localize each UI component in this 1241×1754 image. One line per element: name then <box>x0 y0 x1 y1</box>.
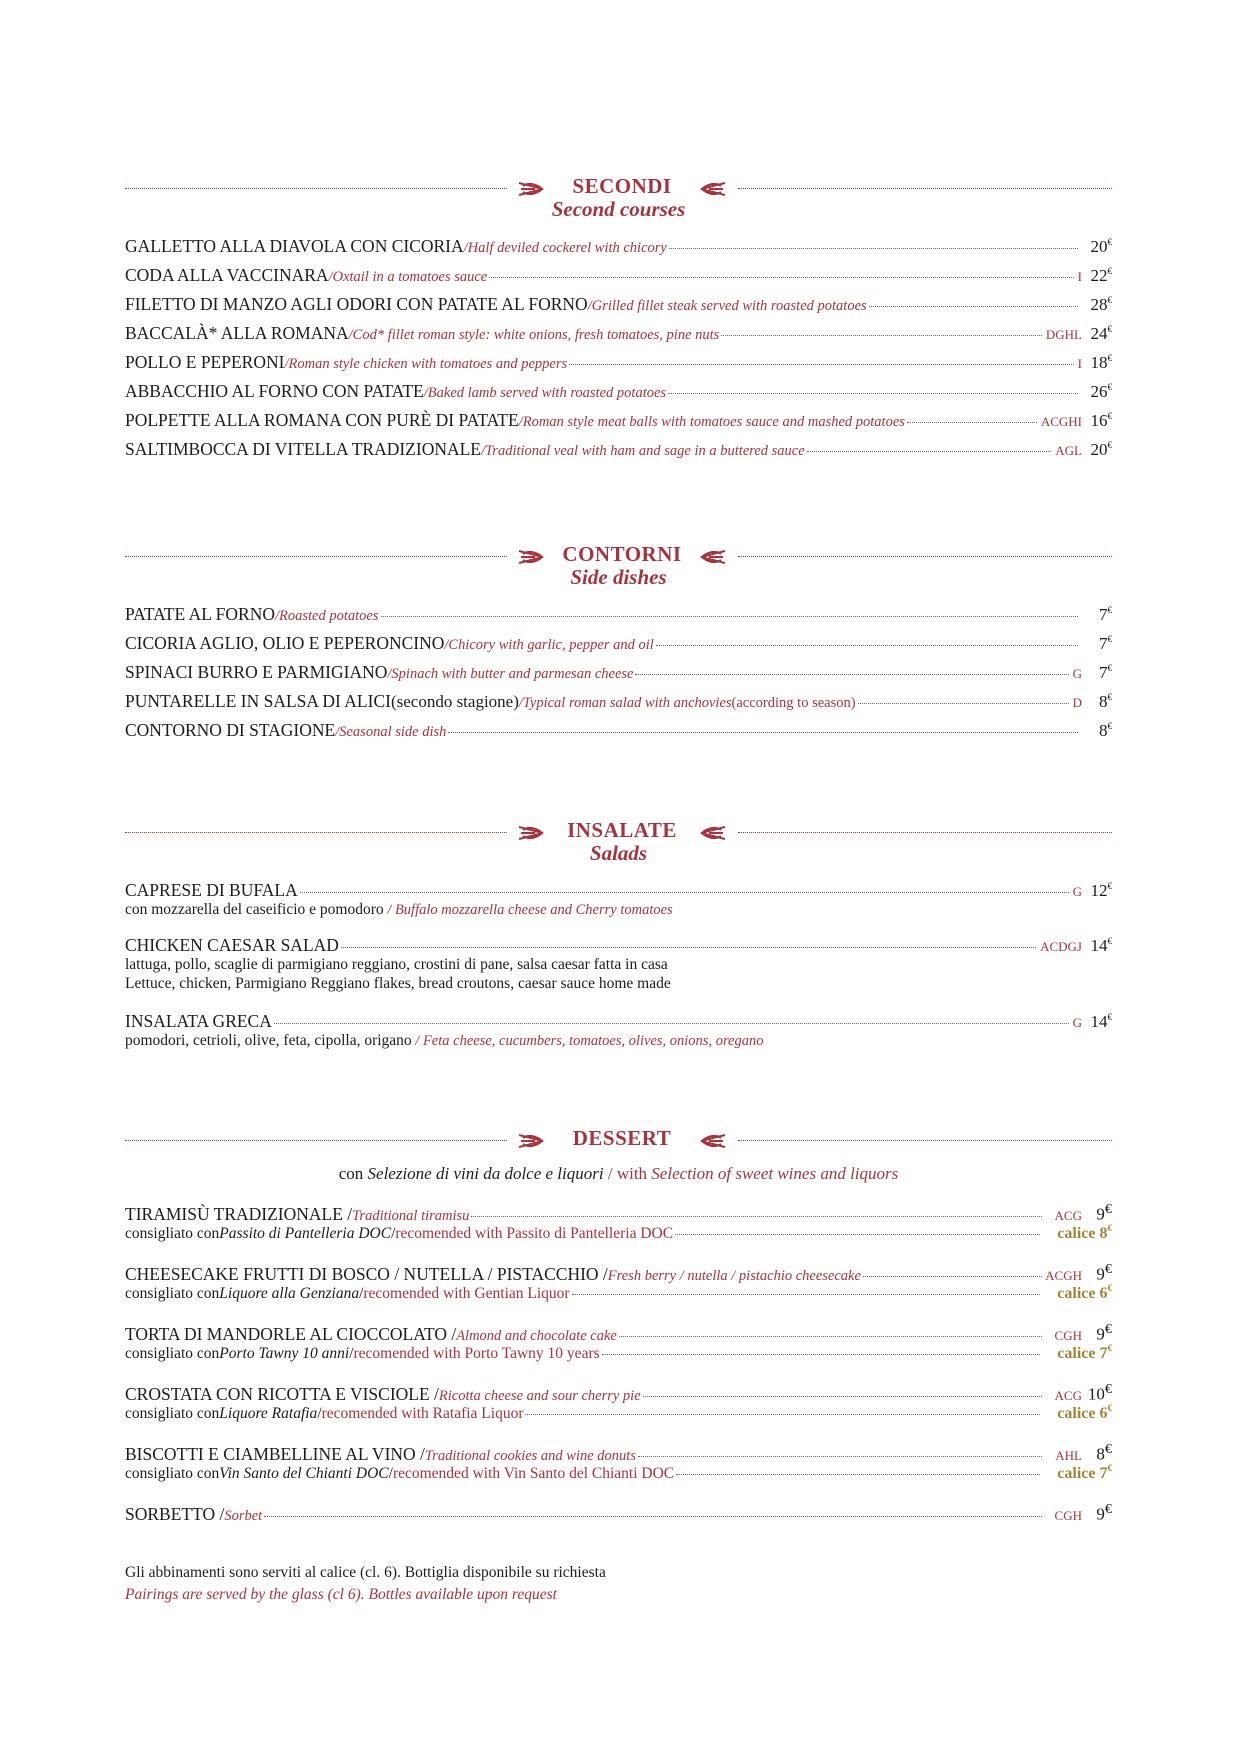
item-name: PUNTARELLE IN SALSA DI ALICI <box>125 691 391 711</box>
currency-symbol: € <box>1107 440 1112 450</box>
currency-symbol: € <box>1107 1012 1112 1022</box>
dot-leader <box>381 616 1079 617</box>
fish-icon <box>699 179 727 199</box>
wine-pairing <box>125 1343 1112 1365</box>
item-name: CODA ALLA VACCINARA <box>125 265 329 285</box>
item-name: CHEESECAKE FRUTTI DI BOSCO / NUTELLA / PISTACCHIO / <box>125 1263 608 1284</box>
section-header <box>125 1124 1112 1158</box>
currency-symbol: € <box>1107 1403 1112 1413</box>
menu-item <box>125 410 1112 439</box>
item-price: 20€ <box>1090 237 1112 256</box>
item-price: 7€ <box>1099 605 1112 624</box>
allergen-codes: D <box>1072 695 1082 710</box>
item-price: 14€ <box>1090 1012 1112 1031</box>
glass-price: calice 6€ <box>1057 1403 1112 1422</box>
separator: / <box>518 414 523 430</box>
section-title: SECONDI <box>572 174 672 198</box>
item-price: 18€ <box>1090 353 1112 372</box>
menu-item <box>125 604 1112 633</box>
currency-symbol: € <box>1104 1501 1112 1517</box>
currency-symbol: € <box>1107 663 1112 673</box>
separator: / <box>348 327 353 343</box>
dotted-rule <box>738 832 1112 833</box>
fish-icon <box>699 823 727 843</box>
wine-name: Porto Tawny 10 anni <box>219 1345 350 1362</box>
insalate-list <box>125 880 1112 1051</box>
dotted-rule <box>125 1140 507 1141</box>
wine-pairing <box>125 1223 1112 1245</box>
wine-name-en: recomended with Gentian Liquor <box>363 1285 570 1302</box>
wine-name-en: recomended with Porto Tawny 10 years <box>353 1345 600 1362</box>
pairing-prefix: consigliato con <box>125 1465 220 1482</box>
item-name: CROSTATA CON RICOTTA E VISCIOLE / <box>125 1383 439 1404</box>
item-description: Roasted potatoes <box>279 608 379 624</box>
menu-item <box>125 381 1112 410</box>
pairing-prefix: consigliato con <box>125 1345 220 1362</box>
item-name: SORBETTO / <box>125 1503 225 1524</box>
item-description <box>125 955 1112 974</box>
fish-icon <box>699 547 727 567</box>
section-subtitle: Side dishes <box>570 565 667 589</box>
dessert-item <box>125 1381 1112 1425</box>
currency-symbol: € <box>1107 1463 1112 1473</box>
item-price: 12€ <box>1090 881 1112 900</box>
dot-leader <box>668 393 1078 394</box>
wine-pairing <box>125 1463 1112 1485</box>
insalate-section <box>125 816 1112 1066</box>
separator: / <box>391 1225 396 1242</box>
menu-item <box>125 439 1112 468</box>
menu-item <box>125 1441 1112 1463</box>
currency-symbol: € <box>1107 936 1112 946</box>
menu-item <box>125 1381 1112 1403</box>
currency-symbol: € <box>1107 353 1112 363</box>
wine-name: Liquore alla Genziana <box>219 1285 360 1302</box>
fish-icon <box>517 547 545 567</box>
item-description <box>125 900 1112 920</box>
item-price: 26€ <box>1090 382 1112 401</box>
item-name: PATATE AL FORNO <box>125 604 275 624</box>
separator: / <box>587 298 592 314</box>
allergen-codes: DGHL <box>1045 327 1082 342</box>
pairing-prefix: consigliato con <box>125 1225 220 1242</box>
item-name: TIRAMISÙ TRADIZIONALE / <box>125 1203 353 1224</box>
wine-name-en: recomended with Vin Santo del Chianti DOC <box>392 1465 675 1482</box>
item-name: TORTA DI MANDORLE AL CIOCCOLATO / <box>125 1323 457 1344</box>
item-description: Seasonal side dish <box>339 724 447 740</box>
description-it: con mozzarella del caseificio e pomodoro <box>125 901 384 918</box>
glass-price: calice 8€ <box>1057 1223 1112 1242</box>
separator: / <box>481 443 486 459</box>
separator: / <box>463 240 468 256</box>
dot-leader <box>721 335 1042 336</box>
menu-item <box>125 691 1112 720</box>
item-description: Traditional veal with ham and sage in a buttered sauce <box>485 443 805 459</box>
fish-icon <box>517 179 545 199</box>
dot-leader <box>676 1474 1040 1475</box>
menu-item <box>125 1321 1112 1343</box>
separator: / <box>349 1345 354 1362</box>
item-price: 7€ <box>1099 663 1112 682</box>
section-title: CONTORNI <box>562 542 682 566</box>
pairing-prefix: consigliato con <box>125 1405 220 1422</box>
allergen-codes: CGH <box>1054 1327 1082 1343</box>
dessert-item <box>125 1501 1112 1523</box>
dot-leader <box>341 947 1036 948</box>
dot-leader <box>869 306 1078 307</box>
dessert-intro: con Selezione di vini da dolce e liquori / with Selection of sweet wines and liquors <box>338 1164 899 1183</box>
dotted-rule <box>125 556 507 557</box>
section-header <box>125 172 1112 206</box>
wine-name-en: recomended with Ratafia Liquor <box>321 1405 524 1422</box>
dot-leader <box>669 248 1078 249</box>
dotted-rule <box>125 188 507 189</box>
currency-symbol: € <box>1107 237 1112 247</box>
separator: / <box>518 695 523 711</box>
separator: / <box>444 637 449 653</box>
item-price: 14€ <box>1090 936 1112 955</box>
dot-leader <box>619 1336 1042 1337</box>
separator: / <box>274 608 280 624</box>
separator: / <box>411 1033 423 1049</box>
separator: / <box>388 1465 393 1482</box>
item-price: 22€ <box>1090 266 1112 285</box>
item-price: 9€ <box>1096 1501 1112 1524</box>
item-price: 10€ <box>1087 1381 1112 1404</box>
currency-symbol: € <box>1107 411 1112 421</box>
item-description: Roman style meat balls with tomatoes sauce and mashed potatoes <box>522 414 905 430</box>
currency-symbol: € <box>1107 634 1112 644</box>
dot-leader <box>635 674 1068 675</box>
contorni-section <box>125 540 1112 749</box>
allergen-codes: I <box>1077 269 1082 284</box>
section-subtitle: Salads <box>589 841 648 865</box>
allergen-codes: G <box>1072 884 1082 899</box>
item-name: ABBACCHIO AL FORNO CON PATATE <box>125 381 424 401</box>
dot-leader <box>675 1234 1040 1235</box>
allergen-codes: ACGHI <box>1040 414 1082 429</box>
dot-leader <box>489 277 1073 278</box>
item-description: Cod* fillet roman style: white onions, fresh tomatoes, pine nuts <box>352 327 720 343</box>
item-description: Traditional tiramisu <box>352 1207 470 1224</box>
pairing-note: Gli abbinamenti sono serviti al calice (cl. 6). Bottiglia disponibile su richiesta Pairings are served by the glass (cl 6). Bottles available upon request <box>125 1564 606 1603</box>
allergen-codes: AHL <box>1055 1447 1082 1463</box>
item-price: 9€ <box>1096 1261 1112 1284</box>
dot-leader <box>264 1516 1042 1517</box>
item-name: POLLO E PEPERONI <box>125 352 285 372</box>
dessert-item <box>125 1261 1112 1305</box>
menu-item <box>125 323 1112 352</box>
item-name: SPINACI BURRO E PARMIGIANO <box>125 662 388 682</box>
dotted-rule <box>738 188 1112 189</box>
currency-symbol: € <box>1107 721 1112 731</box>
glass-price: calice 7€ <box>1057 1343 1112 1362</box>
item-price: 8€ <box>1099 692 1112 711</box>
item-name: POLPETTE ALLA ROMANA CON PURÈ DI PATATE <box>125 410 519 430</box>
menu-item <box>125 294 1112 323</box>
secondi-section <box>125 172 1112 468</box>
item-description: Spinach with butter and parmesan cheese <box>391 666 634 682</box>
item-price: 28€ <box>1090 295 1112 314</box>
dot-leader <box>274 1023 1069 1024</box>
item-name: INSALATA GRECA <box>125 1011 272 1031</box>
item-description: Grilled fillet steak served with roasted potatoes <box>591 298 867 314</box>
menu-item <box>125 935 1112 955</box>
item-price: 7€ <box>1099 634 1112 653</box>
wine-name: Liquore Ratafia <box>219 1405 318 1422</box>
currency-symbol: € <box>1107 295 1112 305</box>
allergen-codes: ACDGJ <box>1040 939 1082 954</box>
dotted-rule <box>738 1140 1112 1141</box>
currency-symbol: € <box>1107 1343 1112 1353</box>
dot-leader <box>643 1396 1042 1397</box>
separator: / <box>317 1405 322 1422</box>
allergen-codes: G <box>1072 1015 1082 1030</box>
dot-leader <box>300 892 1069 893</box>
menu-item <box>125 720 1112 749</box>
dot-leader <box>863 1276 1042 1277</box>
fish-icon <box>517 1131 545 1151</box>
item-note: (secondo stagione) <box>390 692 519 711</box>
menu-item <box>125 236 1112 265</box>
description-en: Lettuce, chicken, Parmigiano Reggiano flakes, bread croutons, caesar sauce home made <box>125 975 671 992</box>
currency-symbol: € <box>1107 324 1112 334</box>
section-header <box>125 816 1112 850</box>
item-description <box>125 1031 1112 1051</box>
dotted-rule <box>738 556 1112 557</box>
item-name: SALTIMBOCCA DI VITELLA TRADIZIONALE <box>125 439 481 459</box>
item-description: Half deviled cockerel with chicory <box>467 240 667 256</box>
allergen-codes: ACGH <box>1045 1267 1082 1283</box>
currency-symbol: € <box>1104 1201 1112 1217</box>
wine-name-en: recomended with Passito di Pantelleria DOC <box>395 1225 674 1242</box>
wine-pairing <box>125 1283 1112 1305</box>
allergen-codes: ACG <box>1054 1387 1082 1403</box>
dot-leader <box>525 1414 1040 1415</box>
item-description: Ricotta cheese and sour cherry pie <box>438 1387 641 1404</box>
section-header <box>125 540 1112 574</box>
item-description-note: (according to season) <box>731 695 856 711</box>
item-description: Traditional cookies and wine donuts <box>424 1447 636 1464</box>
dot-leader <box>569 364 1074 365</box>
item-description: Typical roman salad with anchovies <box>522 695 732 711</box>
description-it: lattuga, pollo, scaglie di parmigiano reggiano, crostini di pane, salsa caesar fatta in casa <box>125 956 668 973</box>
dot-leader <box>807 451 1052 452</box>
description-en: Buffalo mozzarella cheese and Cherry tomatoes <box>394 902 673 918</box>
allergen-codes: CGH <box>1054 1507 1082 1523</box>
currency-symbol: € <box>1107 266 1112 276</box>
item-name: CONTORNO DI STAGIONE <box>125 720 336 740</box>
menu-item <box>125 1501 1112 1523</box>
salad-item <box>125 880 1112 920</box>
item-name: BACCALÀ* ALLA ROMANA <box>125 323 349 343</box>
item-price: 9€ <box>1096 1201 1112 1224</box>
wine-pairing <box>125 1403 1112 1425</box>
separator: / <box>335 724 340 740</box>
separator: / <box>359 1285 364 1302</box>
dessert-item <box>125 1321 1112 1365</box>
item-description: Sorbet <box>224 1507 263 1524</box>
item-price: 24€ <box>1090 324 1112 343</box>
item-name: GALLETTO ALLA DIAVOLA CON CICORIA <box>125 236 464 256</box>
menu-item <box>125 633 1112 662</box>
dot-leader <box>448 732 1078 733</box>
currency-symbol: € <box>1104 1261 1112 1277</box>
menu-item <box>125 880 1112 900</box>
dot-leader <box>602 1354 1040 1355</box>
dot-leader <box>572 1294 1040 1295</box>
pairing-prefix: consigliato con <box>125 1285 220 1302</box>
section-subtitle: Second courses <box>551 197 686 221</box>
separator: / <box>383 902 395 918</box>
separator: / <box>328 269 333 285</box>
item-price: 20€ <box>1090 440 1112 459</box>
glass-price: calice 6€ <box>1057 1283 1112 1302</box>
item-name: FILETTO DI MANZO AGLI ODORI CON PATATE AL FORNO <box>125 294 588 314</box>
glass-price: calice 7€ <box>1057 1463 1112 1482</box>
item-description: Oxtail in a tomatoes sauce <box>332 269 488 285</box>
fish-icon <box>699 1131 727 1151</box>
currency-symbol: € <box>1107 605 1112 615</box>
item-name: CICORIA AGLIO, OLIO E PEPERONCINO <box>125 633 445 653</box>
item-description: Baked lamb served with roasted potatoes <box>427 385 667 401</box>
currency-symbol: € <box>1107 1283 1112 1293</box>
currency-symbol: € <box>1107 382 1112 392</box>
fish-icon <box>517 823 545 843</box>
item-price: 8€ <box>1096 1441 1112 1464</box>
dotted-rule <box>125 832 507 833</box>
item-name: CAPRESE DI BUFALA <box>125 880 298 900</box>
description-en: Feta cheese, cucumbers, tomatoes, olives, onions, oregano <box>422 1033 764 1049</box>
dessert-list <box>125 1201 1112 1523</box>
menu-item <box>125 352 1112 381</box>
dessert-section <box>125 1124 1112 1539</box>
secondi-list <box>125 236 1112 468</box>
menu-item <box>125 662 1112 691</box>
allergen-codes: ACG <box>1054 1207 1082 1223</box>
dot-leader <box>858 703 1069 704</box>
description-it: pomodori, cetrioli, olive, feta, cipolla, origano <box>125 1032 412 1049</box>
section-title: DESSERT <box>572 1126 672 1150</box>
salad-item <box>125 1011 1112 1051</box>
item-name: BISCOTTI E CIAMBELLINE AL VINO / <box>125 1443 425 1464</box>
currency-symbol: € <box>1107 692 1112 702</box>
currency-symbol: € <box>1104 1381 1112 1397</box>
currency-symbol: € <box>1107 1223 1112 1233</box>
allergen-codes: AGL <box>1055 443 1082 458</box>
allergen-codes: G <box>1072 666 1082 681</box>
separator: / <box>284 356 289 372</box>
currency-symbol: € <box>1104 1321 1112 1337</box>
dot-leader <box>656 645 1078 646</box>
section-title: INSALATE <box>567 818 677 842</box>
item-description: Almond and chocolate cake <box>456 1327 617 1344</box>
dot-leader <box>471 1216 1042 1217</box>
item-description: Roman style chicken with tomatoes and peppers <box>288 356 568 372</box>
wine-name: Vin Santo del Chianti DOC <box>219 1465 389 1482</box>
currency-symbol: € <box>1107 881 1112 891</box>
item-price: 8€ <box>1099 721 1112 740</box>
item-description: Fresh berry / nutella / pistachio cheesecake <box>607 1267 861 1284</box>
dot-leader <box>638 1456 1042 1457</box>
contorni-list <box>125 604 1112 749</box>
item-price: 9€ <box>1096 1321 1112 1344</box>
salad-item <box>125 935 1112 993</box>
allergen-codes: I <box>1077 356 1082 371</box>
currency-symbol: € <box>1104 1441 1112 1457</box>
dessert-item <box>125 1441 1112 1485</box>
separator: / <box>423 385 428 401</box>
separator: / <box>387 666 392 682</box>
dot-leader <box>907 422 1037 423</box>
menu-item <box>125 1261 1112 1283</box>
wine-name: Passito di Pantelleria DOC <box>219 1225 392 1242</box>
menu-item <box>125 1011 1112 1031</box>
item-price: 16€ <box>1090 411 1112 430</box>
item-name: CHICKEN CAESAR SALAD <box>125 935 339 955</box>
item-description: Chicory with garlic, pepper and oil <box>448 637 654 653</box>
menu-item <box>125 265 1112 294</box>
menu-item <box>125 1201 1112 1223</box>
dessert-item <box>125 1201 1112 1245</box>
